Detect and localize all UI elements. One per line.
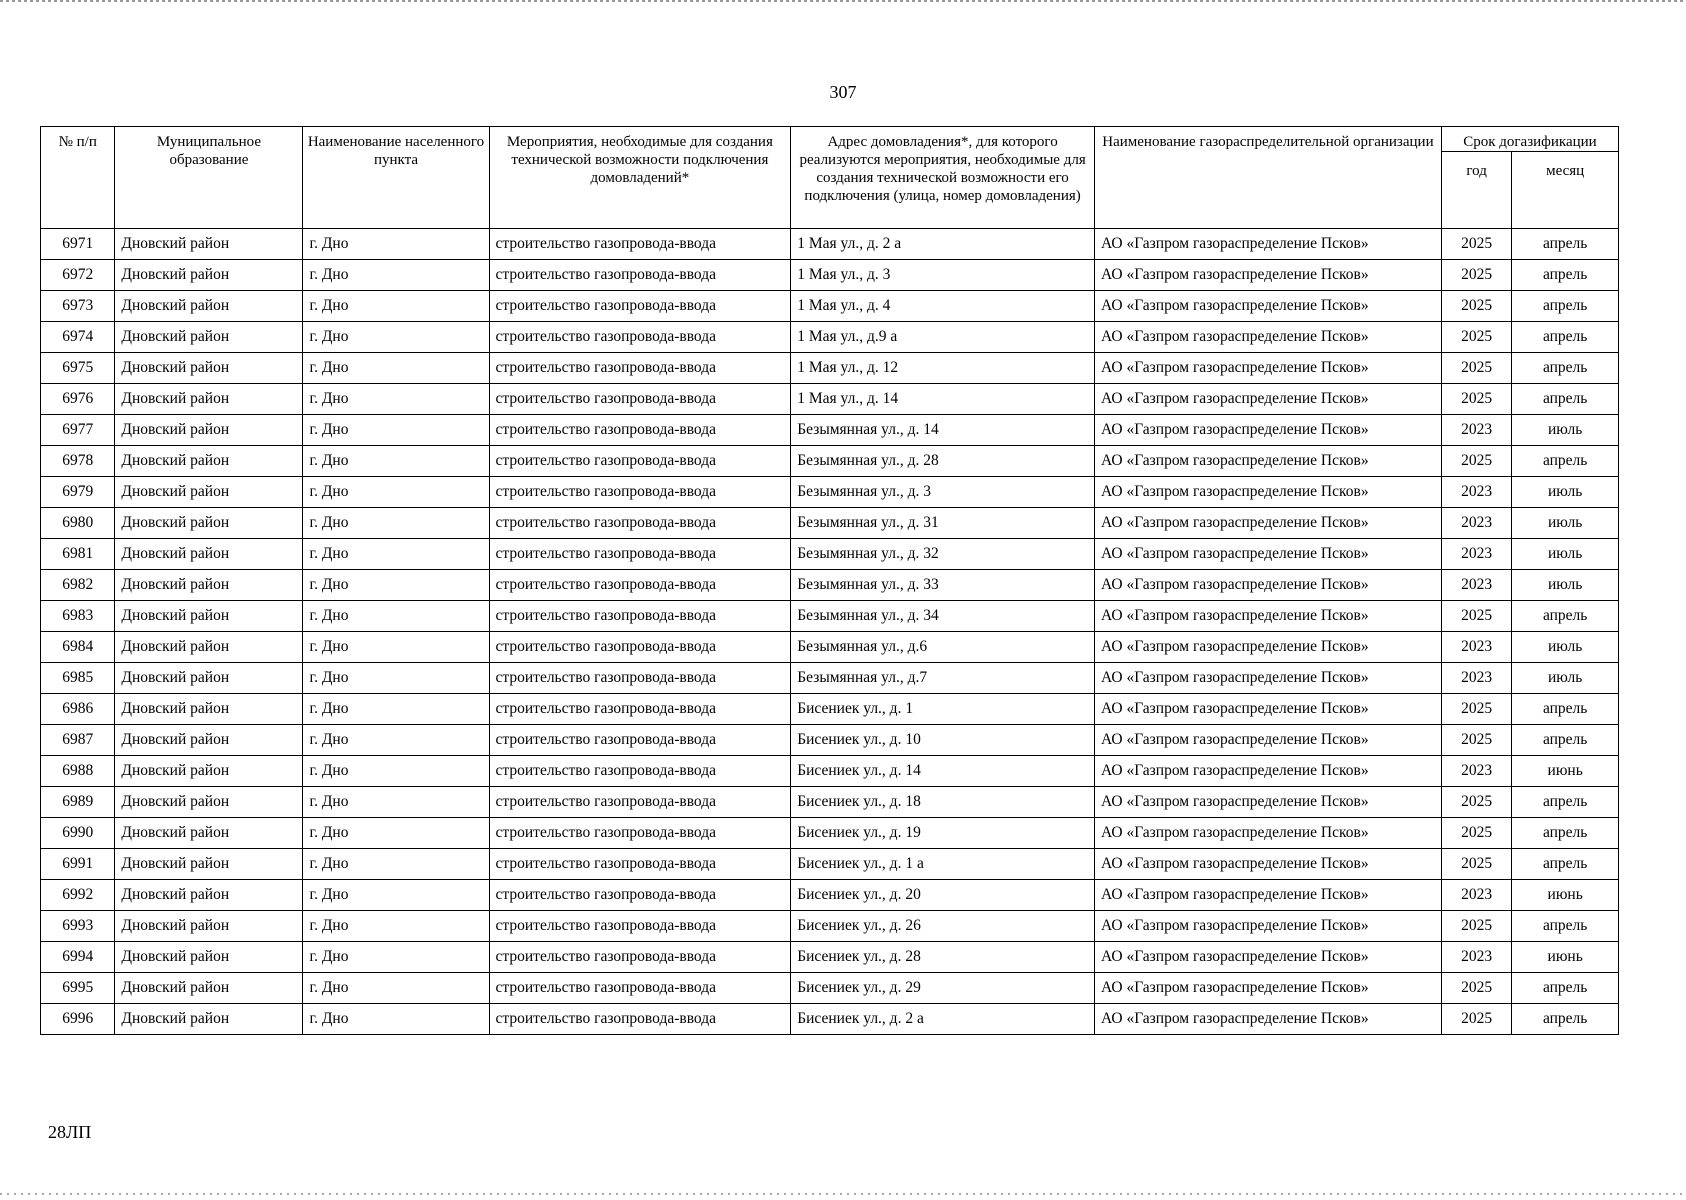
cell-measures: строительство газопровода-ввода: [489, 787, 791, 818]
cell-municipality: Дновский район: [115, 570, 303, 601]
cell-measures: строительство газопровода-ввода: [489, 229, 791, 260]
cell-num: 6990: [41, 818, 115, 849]
cell-organization: АО «Газпром газораспределение Псков»: [1094, 570, 1441, 601]
cell-organization: АО «Газпром газораспределение Псков»: [1094, 260, 1441, 291]
cell-year: 2025: [1441, 322, 1511, 353]
cell-measures: строительство газопровода-ввода: [489, 322, 791, 353]
cell-measures: строительство газопровода-ввода: [489, 911, 791, 942]
header-measures: Мероприятия, необходимые для создания технической возможности подключения домовладений*: [489, 127, 791, 229]
cell-month: июль: [1512, 632, 1619, 663]
cell-month: апрель: [1512, 601, 1619, 632]
cell-organization: АО «Газпром газораспределение Псков»: [1094, 291, 1441, 322]
table-row: [41, 818, 1619, 849]
cell-year: 2025: [1441, 260, 1511, 291]
cell-address: Бисениек ул., д. 14: [791, 756, 1095, 787]
cell-num: 6978: [41, 446, 115, 477]
cell-municipality: Дновский район: [115, 787, 303, 818]
cell-measures: строительство газопровода-ввода: [489, 973, 791, 1004]
cell-settlement: г. Дно: [303, 570, 489, 601]
cell-measures: строительство газопровода-ввода: [489, 694, 791, 725]
cell-month: июль: [1512, 477, 1619, 508]
cell-measures: строительство газопровода-ввода: [489, 446, 791, 477]
cell-municipality: Дновский район: [115, 725, 303, 756]
cell-num: 6996: [41, 1004, 115, 1035]
cell-settlement: г. Дно: [303, 260, 489, 291]
cell-num: 6987: [41, 725, 115, 756]
cell-year: 2023: [1441, 663, 1511, 694]
cell-settlement: г. Дно: [303, 663, 489, 694]
cell-measures: строительство газопровода-ввода: [489, 601, 791, 632]
cell-measures: строительство газопровода-ввода: [489, 756, 791, 787]
cell-year: 2025: [1441, 446, 1511, 477]
cell-address: Безымянная ул., д. 31: [791, 508, 1095, 539]
cell-measures: строительство газопровода-ввода: [489, 1004, 791, 1035]
gasification-table: [40, 126, 1619, 1035]
cell-month: июль: [1512, 539, 1619, 570]
cell-organization: АО «Газпром газораспределение Псков»: [1094, 725, 1441, 756]
cell-year: 2025: [1441, 601, 1511, 632]
cell-measures: строительство газопровода-ввода: [489, 260, 791, 291]
cell-num: 6992: [41, 880, 115, 911]
table-row: [41, 446, 1619, 477]
cell-month: июль: [1512, 415, 1619, 446]
cell-month: апрель: [1512, 384, 1619, 415]
cell-year: 2025: [1441, 849, 1511, 880]
table-row: [41, 911, 1619, 942]
cell-address: Безымянная ул., д. 3: [791, 477, 1095, 508]
cell-settlement: г. Дно: [303, 384, 489, 415]
cell-num: 6973: [41, 291, 115, 322]
cell-year: 2025: [1441, 694, 1511, 725]
cell-num: 6972: [41, 260, 115, 291]
cell-organization: АО «Газпром газораспределение Псков»: [1094, 322, 1441, 353]
header-address: Адрес домовладения*, для которого реализуются мероприятия, необходимые для создания технической возможности его подключения (улица, номер домовладения): [791, 127, 1095, 229]
cell-address: 1 Мая ул., д. 2 а: [791, 229, 1095, 260]
cell-year: 2025: [1441, 291, 1511, 322]
cell-municipality: Дновский район: [115, 632, 303, 663]
cell-num: 6976: [41, 384, 115, 415]
cell-municipality: Дновский район: [115, 322, 303, 353]
table-row: [41, 756, 1619, 787]
cell-month: июнь: [1512, 756, 1619, 787]
cell-organization: АО «Газпром газораспределение Псков»: [1094, 229, 1441, 260]
cell-organization: АО «Газпром газораспределение Псков»: [1094, 942, 1441, 973]
cell-measures: строительство газопровода-ввода: [489, 632, 791, 663]
cell-settlement: г. Дно: [303, 539, 489, 570]
cell-month: апрель: [1512, 1004, 1619, 1035]
table-body: [41, 229, 1619, 1035]
cell-month: апрель: [1512, 229, 1619, 260]
cell-organization: АО «Газпром газораспределение Псков»: [1094, 539, 1441, 570]
cell-measures: строительство газопровода-ввода: [489, 663, 791, 694]
cell-month: апрель: [1512, 725, 1619, 756]
table-row: [41, 601, 1619, 632]
cell-organization: АО «Газпром газораспределение Псков»: [1094, 384, 1441, 415]
cell-measures: строительство газопровода-ввода: [489, 570, 791, 601]
cell-municipality: Дновский район: [115, 880, 303, 911]
cell-municipality: Дновский район: [115, 291, 303, 322]
scan-edge-bottom: [0, 1193, 1686, 1195]
cell-measures: строительство газопровода-ввода: [489, 539, 791, 570]
cell-num: 6980: [41, 508, 115, 539]
cell-address: Безымянная ул., д. 33: [791, 570, 1095, 601]
table-row: [41, 942, 1619, 973]
table-row: [41, 291, 1619, 322]
cell-address: Бисениек ул., д. 2 а: [791, 1004, 1095, 1035]
cell-address: Бисениек ул., д. 28: [791, 942, 1095, 973]
cell-settlement: г. Дно: [303, 322, 489, 353]
cell-settlement: г. Дно: [303, 632, 489, 663]
cell-organization: АО «Газпром газораспределение Псков»: [1094, 632, 1441, 663]
cell-num: 6986: [41, 694, 115, 725]
header-municipality: Муниципальное образование: [115, 127, 303, 229]
cell-year: 2025: [1441, 725, 1511, 756]
cell-address: Безымянная ул., д. 34: [791, 601, 1095, 632]
cell-month: апрель: [1512, 973, 1619, 1004]
cell-settlement: г. Дно: [303, 725, 489, 756]
cell-address: Бисениек ул., д. 18: [791, 787, 1095, 818]
cell-address: Бисениек ул., д. 1 а: [791, 849, 1095, 880]
cell-settlement: г. Дно: [303, 508, 489, 539]
table-row: [41, 973, 1619, 1004]
table-row: [41, 260, 1619, 291]
cell-settlement: г. Дно: [303, 353, 489, 384]
table-row: [41, 229, 1619, 260]
cell-address: 1 Мая ул., д. 4: [791, 291, 1095, 322]
header-settlement: Наименование населенного пункта: [303, 127, 489, 229]
cell-municipality: Дновский район: [115, 508, 303, 539]
cell-year: 2025: [1441, 1004, 1511, 1035]
cell-month: апрель: [1512, 787, 1619, 818]
cell-measures: строительство газопровода-ввода: [489, 942, 791, 973]
cell-year: 2023: [1441, 756, 1511, 787]
cell-settlement: г. Дно: [303, 415, 489, 446]
cell-address: Бисениек ул., д. 10: [791, 725, 1095, 756]
cell-organization: АО «Газпром газораспределение Псков»: [1094, 446, 1441, 477]
page-number: 307: [829, 82, 857, 102]
cell-measures: строительство газопровода-ввода: [489, 384, 791, 415]
cell-num: 6989: [41, 787, 115, 818]
header-month: месяц: [1512, 152, 1619, 229]
table-row: [41, 539, 1619, 570]
cell-month: апрель: [1512, 911, 1619, 942]
cell-organization: АО «Газпром газораспределение Псков»: [1094, 849, 1441, 880]
cell-num: 6971: [41, 229, 115, 260]
table-row: [41, 570, 1619, 601]
cell-month: июль: [1512, 570, 1619, 601]
cell-measures: строительство газопровода-ввода: [489, 508, 791, 539]
cell-month: апрель: [1512, 446, 1619, 477]
header-num: № п/п: [41, 127, 115, 229]
cell-month: апрель: [1512, 353, 1619, 384]
footer-code: 28ЛП: [48, 1122, 92, 1142]
cell-settlement: г. Дно: [303, 477, 489, 508]
table-row: [41, 1004, 1619, 1035]
cell-municipality: Дновский район: [115, 694, 303, 725]
cell-address: Бисениек ул., д. 20: [791, 880, 1095, 911]
cell-organization: АО «Газпром газораспределение Псков»: [1094, 601, 1441, 632]
cell-month: июль: [1512, 508, 1619, 539]
cell-settlement: г. Дно: [303, 1004, 489, 1035]
cell-year: 2023: [1441, 415, 1511, 446]
cell-address: Бисениек ул., д. 1: [791, 694, 1095, 725]
cell-settlement: г. Дно: [303, 446, 489, 477]
cell-num: 6982: [41, 570, 115, 601]
cell-organization: АО «Газпром газораспределение Псков»: [1094, 818, 1441, 849]
cell-measures: строительство газопровода-ввода: [489, 477, 791, 508]
cell-measures: строительство газопровода-ввода: [489, 415, 791, 446]
cell-municipality: Дновский район: [115, 229, 303, 260]
cell-municipality: Дновский район: [115, 446, 303, 477]
cell-address: Бисениек ул., д. 26: [791, 911, 1095, 942]
cell-num: 6991: [41, 849, 115, 880]
cell-address: 1 Мая ул., д.9 а: [791, 322, 1095, 353]
cell-municipality: Дновский район: [115, 415, 303, 446]
cell-month: апрель: [1512, 291, 1619, 322]
cell-address: Безымянная ул., д. 32: [791, 539, 1095, 570]
table-row: [41, 384, 1619, 415]
cell-address: Безымянная ул., д. 14: [791, 415, 1095, 446]
cell-municipality: Дновский район: [115, 849, 303, 880]
cell-organization: АО «Газпром газораспределение Псков»: [1094, 508, 1441, 539]
cell-measures: строительство газопровода-ввода: [489, 818, 791, 849]
cell-organization: АО «Газпром газораспределение Псков»: [1094, 415, 1441, 446]
cell-year: 2023: [1441, 570, 1511, 601]
cell-municipality: Дновский район: [115, 818, 303, 849]
cell-num: 6995: [41, 973, 115, 1004]
cell-organization: АО «Газпром газораспределение Псков»: [1094, 787, 1441, 818]
cell-municipality: Дновский район: [115, 663, 303, 694]
cell-municipality: Дновский район: [115, 477, 303, 508]
cell-settlement: г. Дно: [303, 818, 489, 849]
table-row: [41, 508, 1619, 539]
cell-settlement: г. Дно: [303, 291, 489, 322]
table-row: [41, 322, 1619, 353]
cell-measures: строительство газопровода-ввода: [489, 880, 791, 911]
cell-settlement: г. Дно: [303, 911, 489, 942]
cell-year: 2023: [1441, 942, 1511, 973]
cell-month: апрель: [1512, 818, 1619, 849]
cell-settlement: г. Дно: [303, 694, 489, 725]
cell-settlement: г. Дно: [303, 849, 489, 880]
cell-settlement: г. Дно: [303, 601, 489, 632]
cell-address: 1 Мая ул., д. 14: [791, 384, 1095, 415]
cell-organization: АО «Газпром газораспределение Псков»: [1094, 1004, 1441, 1035]
cell-organization: АО «Газпром газораспределение Псков»: [1094, 694, 1441, 725]
table-row: [41, 849, 1619, 880]
table-row: [41, 663, 1619, 694]
cell-organization: АО «Газпром газораспределение Псков»: [1094, 911, 1441, 942]
cell-num: 6994: [41, 942, 115, 973]
cell-month: июнь: [1512, 880, 1619, 911]
cell-year: 2025: [1441, 911, 1511, 942]
table-row: [41, 632, 1619, 663]
cell-municipality: Дновский район: [115, 942, 303, 973]
cell-settlement: г. Дно: [303, 229, 489, 260]
cell-year: 2023: [1441, 508, 1511, 539]
cell-measures: строительство газопровода-ввода: [489, 353, 791, 384]
cell-address: 1 Мая ул., д. 3: [791, 260, 1095, 291]
cell-measures: строительство газопровода-ввода: [489, 849, 791, 880]
cell-settlement: г. Дно: [303, 973, 489, 1004]
cell-organization: АО «Газпром газораспределение Псков»: [1094, 353, 1441, 384]
cell-num: 6984: [41, 632, 115, 663]
cell-measures: строительство газопровода-ввода: [489, 725, 791, 756]
cell-settlement: г. Дно: [303, 756, 489, 787]
cell-municipality: Дновский район: [115, 1004, 303, 1035]
cell-year: 2025: [1441, 229, 1511, 260]
table-header: [41, 127, 1619, 229]
cell-municipality: Дновский район: [115, 911, 303, 942]
cell-municipality: Дновский район: [115, 539, 303, 570]
cell-month: апрель: [1512, 694, 1619, 725]
cell-month: июнь: [1512, 942, 1619, 973]
cell-settlement: г. Дно: [303, 787, 489, 818]
cell-month: июль: [1512, 663, 1619, 694]
cell-organization: АО «Газпром газораспределение Псков»: [1094, 477, 1441, 508]
table-row: [41, 787, 1619, 818]
cell-year: 2025: [1441, 353, 1511, 384]
table-row: [41, 353, 1619, 384]
table-row: [41, 694, 1619, 725]
cell-organization: АО «Газпром газораспределение Псков»: [1094, 973, 1441, 1004]
cell-address: 1 Мая ул., д. 12: [791, 353, 1095, 384]
header-deadline: Срок догазификации: [1441, 127, 1618, 152]
cell-measures: строительство газопровода-ввода: [489, 291, 791, 322]
cell-num: 6983: [41, 601, 115, 632]
cell-municipality: Дновский район: [115, 973, 303, 1004]
cell-municipality: Дновский район: [115, 260, 303, 291]
cell-month: апрель: [1512, 322, 1619, 353]
table-row: [41, 415, 1619, 446]
table-row: [41, 880, 1619, 911]
cell-year: 2023: [1441, 539, 1511, 570]
cell-address: Бисениек ул., д. 29: [791, 973, 1095, 1004]
cell-settlement: г. Дно: [303, 880, 489, 911]
cell-settlement: г. Дно: [303, 942, 489, 973]
table-row: [41, 725, 1619, 756]
cell-organization: АО «Газпром газораспределение Псков»: [1094, 880, 1441, 911]
cell-month: апрель: [1512, 849, 1619, 880]
cell-address: Безымянная ул., д.7: [791, 663, 1095, 694]
cell-year: 2025: [1441, 787, 1511, 818]
scan-edge-top: [0, 0, 1686, 2]
cell-municipality: Дновский район: [115, 756, 303, 787]
cell-address: Безымянная ул., д. 28: [791, 446, 1095, 477]
cell-num: 6977: [41, 415, 115, 446]
header-year: год: [1441, 152, 1511, 229]
cell-num: 6985: [41, 663, 115, 694]
cell-num: 6979: [41, 477, 115, 508]
cell-num: 6988: [41, 756, 115, 787]
cell-municipality: Дновский район: [115, 601, 303, 632]
cell-year: 2023: [1441, 632, 1511, 663]
cell-year: 2023: [1441, 477, 1511, 508]
cell-num: 6975: [41, 353, 115, 384]
cell-num: 6974: [41, 322, 115, 353]
cell-municipality: Дновский район: [115, 353, 303, 384]
cell-year: 2025: [1441, 384, 1511, 415]
cell-organization: АО «Газпром газораспределение Псков»: [1094, 663, 1441, 694]
cell-year: 2025: [1441, 818, 1511, 849]
cell-year: 2025: [1441, 973, 1511, 1004]
cell-municipality: Дновский район: [115, 384, 303, 415]
cell-address: Бисениек ул., д. 19: [791, 818, 1095, 849]
header-organization: Наименование газораспределительной организации: [1094, 127, 1441, 229]
cell-organization: АО «Газпром газораспределение Псков»: [1094, 756, 1441, 787]
table-row: [41, 477, 1619, 508]
cell-num: 6981: [41, 539, 115, 570]
cell-month: апрель: [1512, 260, 1619, 291]
cell-num: 6993: [41, 911, 115, 942]
cell-address: Безымянная ул., д.6: [791, 632, 1095, 663]
cell-year: 2023: [1441, 880, 1511, 911]
